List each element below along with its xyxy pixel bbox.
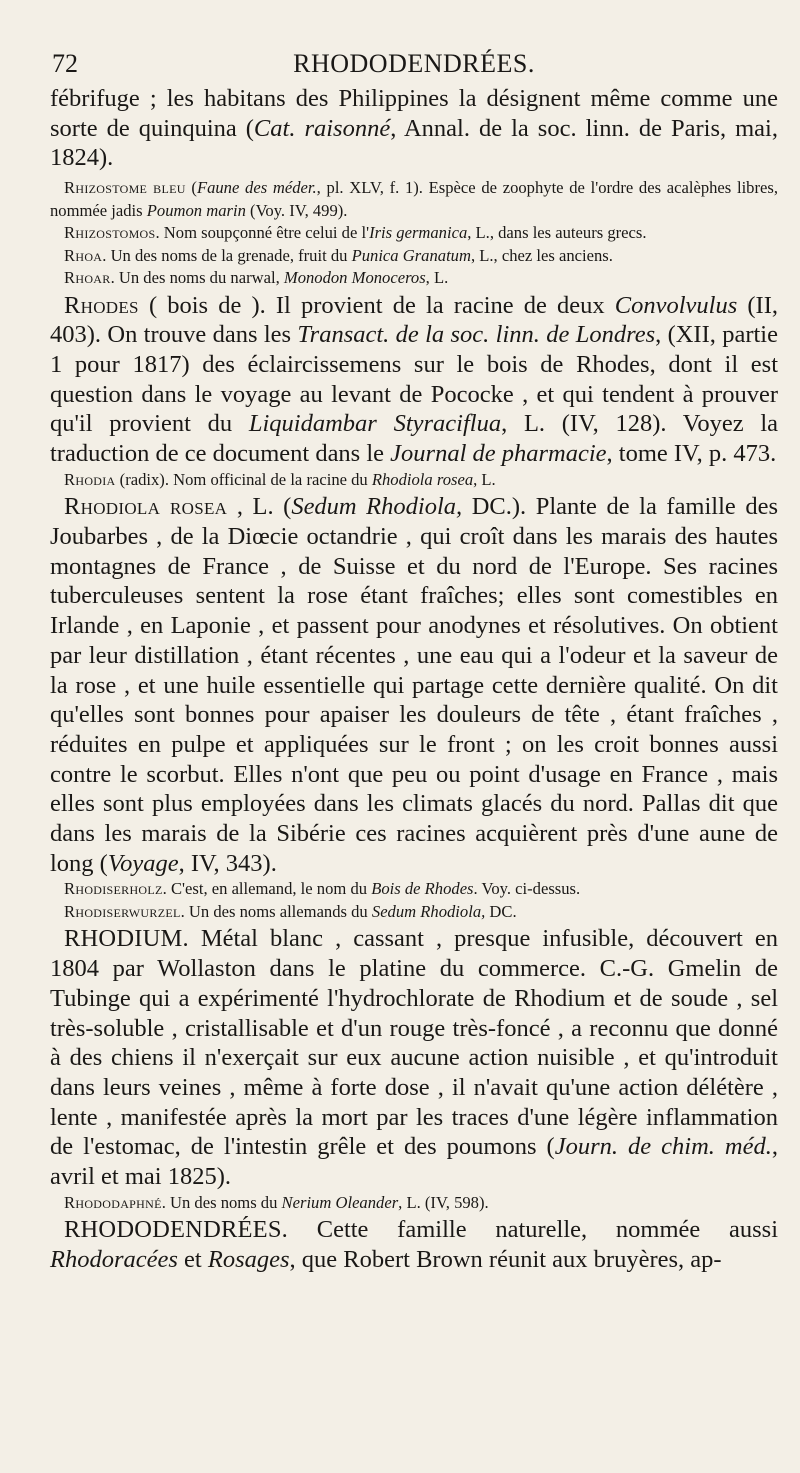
entry-rhizostome-bleu: Rhizostome bleu (Faune des méder., pl. XLV, f. 1). Espèce de zoophyte de l'ordre des acalèphes libres, nommée jadis Poumon marin (Voy. IV, 499). xyxy=(50,178,778,220)
entry-headword: Rhoa xyxy=(64,245,103,265)
entry-rhoa: Rhoa. Un des noms de la grenade, fruit du Punica Granatum, L., chez les anciens. xyxy=(64,245,613,265)
entry-rhodium: RHODIUM. Métal blanc , cassant , presque infusible, découvert en 1804 par Wollaston dans le platine du commerce. C.-G. Gmelin de Tubinge qui a expérimenté l'hydrochlorate de Rhodium et de soude , sel très-soluble , cristallisable et d'un rouge très-foncé , a reconnu que donné à des chiens il n'exerçait sur eux aucune action nuisible , et qu'introduit dans leurs veines , même à forte dose , il n'avait qu'une action délétère , lente , manifestée après la mort par les traces d'une légère inflammation de l'estomac, de l'intestin grêle et des poumons (Journ. de chim. méd., avril et mai 1825). xyxy=(50,925,778,1191)
entry-headword: Rhodiserholz xyxy=(64,879,163,899)
entry-headword: Rhoar xyxy=(64,268,111,288)
entry-headword: Rhizostome bleu xyxy=(64,178,186,198)
entry-headword: RHODODENDRÉES. xyxy=(64,1216,288,1244)
entry-headword: RHODIUM. xyxy=(64,925,189,953)
entry-rhodia: Rhodia (radix). Nom officinal de la racine du Rhodiola rosea, L. xyxy=(64,469,496,489)
entry-headword: Rhodiserwurzel xyxy=(64,901,181,921)
entry-rhododaphne: Rhododaphné. Un des noms du Nerium Oleander, L. (IV, 598). xyxy=(64,1192,489,1212)
entry-headword: Rhododaphné xyxy=(64,1192,162,1212)
entry-rhizostomos: Rhizostomos. Nom soupçonné être celui de l'Iris germanica, L., dans les auteurs grecs. xyxy=(64,223,647,243)
entry-headword: Rhodiola rosea xyxy=(64,493,228,521)
entry-headword: Rhizostomos xyxy=(64,223,156,243)
entry-rhoar: Rhoar. Un des noms du narwal, Monodon Monoceros, L. xyxy=(64,268,449,288)
running-head xyxy=(50,44,778,84)
entry-rhodiserwurzel: Rhodiserwurzel. Un des noms allemands du Sedum Rhodiola, DC. xyxy=(64,901,517,921)
entry-rhodiola-rosea: Rhodiola rosea , L. (Sedum Rhodiola, DC.). Plante de la famille des Joubarbes , de la Diœcie octandrie , qui croît dans les marais des hautes montagnes de France , de Suisse et du nord de l'Europe. Ses racines tuberculeuses sentent la rose étant fraîches; elles sont comestibles en Irlande , en Laponie , et passent pour anodynes et résolutives. On obtient par leur distillation , étant récentes , une eau qui a l'odeur et la saveur de la rose , et une huile essentielle qui partage cette dernière qualité. On dit qu'elles sont bonnes pour apaiser les douleurs de tête , étant fraîches , réduites en pulpe et appliquées sur le front ; on les croit bonnes aussi contre le scorbut. Elles n'ont que peu ou point d'usage en France , mais elles sont plus employées dans les climats glacés du nord. Pallas dit que dans les marais de la Sibérie ces racines acquièrent près d'une aune de long (Voyage, IV, 343). xyxy=(50,493,779,877)
entry-headword: Rhodia xyxy=(64,469,116,489)
page-number: 72 xyxy=(52,49,78,78)
entry-continuation: fébrifuge ; les habitans des Philippines la désignent même comme une sorte de quinquina (Cat. raisonné, Annal. de la soc. linn. de Paris, mai, 1824). xyxy=(50,85,778,172)
entry-rhodes: Rhodes ( bois de ). Il provient de la racine de deux Convolvulus (II, 403). On trouve dans les Transact. de la soc. linn. de Londres, (XII, partie 1 pour 1817) des éclaircissemens sur le bois de Rhodes, dont il est question dans le voyage au levant de Pococke , et qui tendent à prouver qu'il provient du Liquidambar Styraciflua, L. (IV, 128). Voyez la traduction de ce document dans le Journal de pharmacie, tome IV, p. 473. xyxy=(50,291,778,468)
running-title: RHODODENDRÉES. xyxy=(293,49,535,78)
entry-headword: Rhodes xyxy=(64,291,139,319)
entry-rhodiserholz: Rhodiserholz. C'est, en allemand, le nom du Bois de Rhodes. Voy. ci-dessus. xyxy=(64,879,581,899)
entry-rhododendrees: RHODODENDRÉES. Cette famille naturelle, nommée aussi Rhodoracées et Rosages, que Robert Brown réunit aux bruyères, ap- xyxy=(50,1216,778,1273)
